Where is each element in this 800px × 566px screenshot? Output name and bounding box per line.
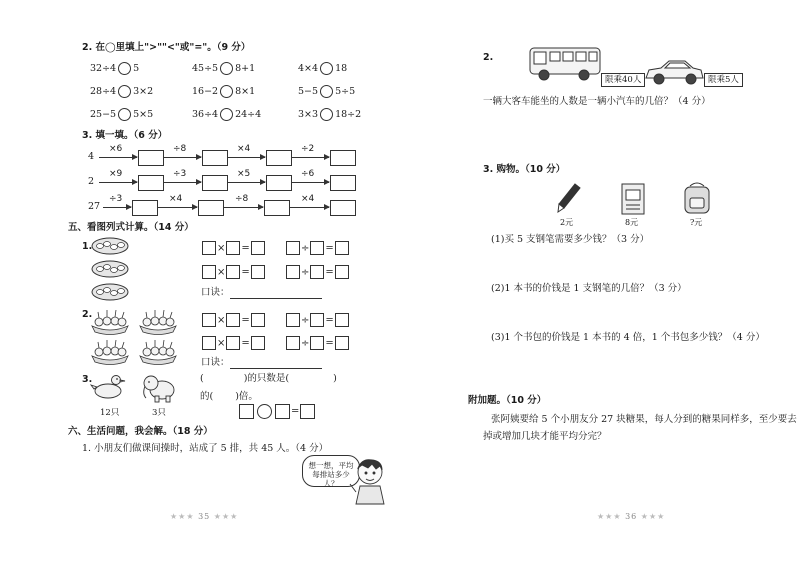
answer-box[interactable] bbox=[251, 241, 265, 255]
q3-title: 3. 填一填。（6 分） bbox=[82, 130, 168, 141]
plates-of-eggs-illustration bbox=[90, 236, 130, 306]
answer-box[interactable] bbox=[202, 241, 216, 255]
compare-circle[interactable] bbox=[220, 62, 233, 75]
compare-circle[interactable] bbox=[220, 108, 233, 121]
pen-icon bbox=[555, 182, 583, 214]
compare-circle[interactable] bbox=[118, 108, 131, 121]
shopping-q1: (1)买 5 支钢笔需要多少钱？（3 分） bbox=[491, 234, 650, 245]
life-problem-1: 1. 小朋友们做课间操时，站成了 5 排，共 45 人。（4 分） bbox=[82, 443, 329, 454]
answer-box[interactable] bbox=[202, 265, 216, 279]
compare-circle[interactable] bbox=[320, 108, 333, 121]
answer-box[interactable] bbox=[310, 313, 324, 327]
answer-box[interactable] bbox=[310, 336, 324, 350]
shopping-title: 3. 购物。（10 分） bbox=[483, 164, 566, 175]
cmp-right: 5 bbox=[133, 63, 140, 74]
book-price: 8元 bbox=[625, 218, 639, 227]
answer-box[interactable] bbox=[310, 241, 324, 255]
page-number: 36 bbox=[625, 512, 638, 521]
answer-box[interactable] bbox=[226, 265, 240, 279]
page-footer-left: ★★★ 35 ★★★ bbox=[170, 512, 239, 521]
answer-box[interactable] bbox=[300, 404, 315, 419]
answer-box[interactable] bbox=[138, 150, 164, 166]
bus-car-question: 一辆大客车能坐的人数是一辆小汽车的几倍？（4 分） bbox=[483, 96, 711, 107]
answer-box[interactable] bbox=[330, 175, 356, 191]
bag-price: ?元 bbox=[690, 218, 703, 227]
fill-line-2: 的( )倍。 bbox=[200, 391, 258, 402]
car-icon bbox=[643, 58, 705, 88]
equation-div: ÷ = bbox=[285, 265, 350, 279]
page-footer-right: ★★★ 36 ★★★ bbox=[597, 512, 666, 521]
pen-price: 2元 bbox=[560, 218, 574, 227]
boy-thinking-icon bbox=[346, 456, 394, 506]
answer-box[interactable] bbox=[226, 313, 240, 327]
bus-icon bbox=[526, 44, 606, 84]
duck-icon bbox=[90, 372, 126, 402]
operator-circle[interactable] bbox=[257, 404, 272, 419]
answer-box[interactable] bbox=[264, 200, 290, 216]
bonus-text-line2: 掉或增加几块才能平均分完？ bbox=[483, 431, 607, 442]
problem-number: 2. bbox=[483, 52, 494, 63]
answer-box[interactable] bbox=[251, 336, 265, 350]
answer-box[interactable] bbox=[202, 313, 216, 327]
compare-circle[interactable] bbox=[220, 85, 233, 98]
problem-number: 1. bbox=[82, 241, 93, 252]
answer-box[interactable] bbox=[286, 265, 300, 279]
equation-mult: × = bbox=[201, 336, 266, 350]
answer-box[interactable] bbox=[132, 200, 158, 216]
speech-bubble-text: 想一想，平均每排站多少人？ bbox=[308, 461, 354, 488]
answer-box[interactable] bbox=[266, 175, 292, 191]
answer-box[interactable] bbox=[330, 150, 356, 166]
answer-box[interactable] bbox=[202, 150, 228, 166]
answer-box[interactable] bbox=[202, 336, 216, 350]
duck-count-label: 12只 bbox=[100, 408, 120, 418]
chain-start: 4 bbox=[88, 151, 95, 162]
compare-circle[interactable] bbox=[118, 62, 131, 75]
equation-mult: × = bbox=[201, 313, 266, 327]
answer-box[interactable] bbox=[335, 265, 349, 279]
kou-jue-line: 口诀： bbox=[201, 287, 322, 299]
bonus-title: 附加题。（10 分） bbox=[468, 395, 547, 406]
equation-blank: = bbox=[239, 404, 315, 419]
answer-box[interactable] bbox=[226, 241, 240, 255]
answer-box[interactable] bbox=[286, 241, 300, 255]
answer-box[interactable] bbox=[335, 241, 349, 255]
shopping-q3: (3)1 个书包的价钱是 1 本书的 4 倍，1 个书包多少钱？（4 分） bbox=[491, 332, 765, 343]
shopping-q2: (2)1 本书的价钱是 1 支钢笔的几倍？（3 分） bbox=[491, 283, 687, 294]
answer-box[interactable] bbox=[138, 175, 164, 191]
equation-div: ÷ = bbox=[285, 313, 350, 327]
car-capacity-label: 限乘5人 bbox=[704, 73, 743, 87]
answer-box[interactable] bbox=[275, 404, 290, 419]
answer-box[interactable] bbox=[202, 175, 228, 191]
bus-capacity-label: 限乘40人 bbox=[601, 73, 645, 87]
elephant-count-label: 3只 bbox=[152, 408, 166, 418]
equation-mult: × = bbox=[201, 241, 266, 255]
compare-circle[interactable] bbox=[320, 85, 333, 98]
fill-line-1: ( )的只数是( ) bbox=[200, 373, 337, 384]
answer-box[interactable] bbox=[310, 265, 324, 279]
answer-box[interactable] bbox=[226, 336, 240, 350]
elephant-icon bbox=[140, 372, 178, 404]
answer-box[interactable] bbox=[286, 336, 300, 350]
book-icon bbox=[619, 182, 647, 216]
carrot-baskets-illustration bbox=[90, 304, 185, 368]
equation-div: ÷ = bbox=[285, 241, 350, 255]
answer-line[interactable] bbox=[230, 359, 322, 369]
page-number: 35 bbox=[198, 512, 211, 521]
equation-mult: × = bbox=[201, 265, 266, 279]
equation-div: ÷ = bbox=[285, 336, 350, 350]
schoolbag-icon bbox=[680, 180, 714, 216]
answer-box[interactable] bbox=[251, 313, 265, 327]
answer-box[interactable] bbox=[286, 313, 300, 327]
answer-box[interactable] bbox=[198, 200, 224, 216]
answer-line[interactable] bbox=[230, 289, 322, 299]
compare-circle[interactable] bbox=[320, 62, 333, 75]
answer-box[interactable] bbox=[330, 200, 356, 216]
answer-box[interactable] bbox=[239, 404, 254, 419]
compare-grid: 32÷4 5 45÷5 8+1 4×4 18 28÷4 3×2 16−2 8×1 5−5 5÷5 25−5 5×5 36÷4 24÷4 3×3 18÷2 bbox=[90, 63, 362, 120]
q2-title: 2. 在◯里填上">""<"或"="。（9 分） bbox=[82, 42, 251, 53]
answer-box[interactable] bbox=[266, 150, 292, 166]
answer-box[interactable] bbox=[251, 265, 265, 279]
bonus-text-line1: 张阿姨要给 5 个小朋友分 27 块糖果，每人分到的糖果同样多，至少要去 bbox=[491, 414, 797, 425]
cmp-left: 32÷4 bbox=[90, 63, 117, 74]
answer-box[interactable] bbox=[335, 336, 349, 350]
section6-title: 六、生活问题，我会解。（18 分） bbox=[68, 426, 213, 437]
section5-title: 五、看图列式计算。（14 分） bbox=[68, 222, 194, 233]
answer-box[interactable] bbox=[335, 313, 349, 327]
kou-jue-line: 口诀： bbox=[201, 357, 322, 369]
compare-circle[interactable] bbox=[118, 85, 131, 98]
